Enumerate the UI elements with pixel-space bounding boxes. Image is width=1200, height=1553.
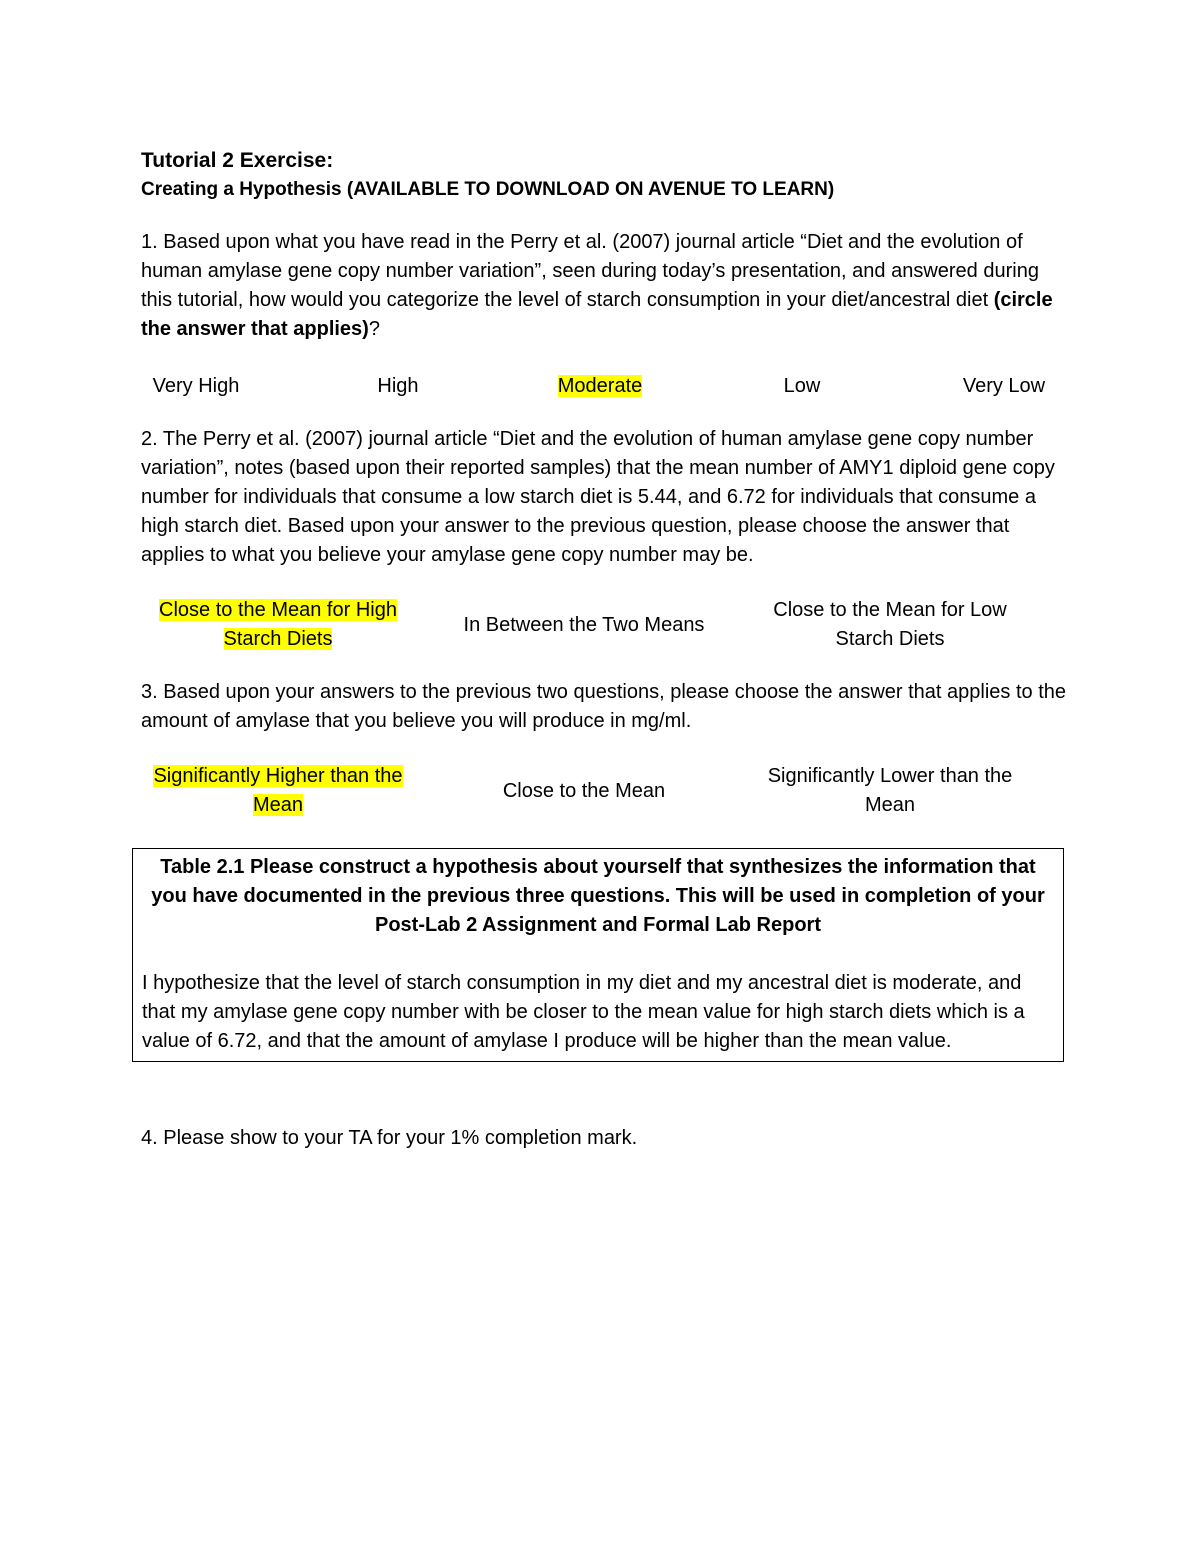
document-title: Tutorial 2 Exercise:	[141, 149, 334, 172]
option-close-to-mean[interactable]	[431, 777, 737, 806]
table-heading: Table 2.1 Please construct a hypothesis about yourself that synthesizes the information that you have documented in the previous three questions. This will be used in completion of your Post-Lab 2 Assignment and Formal Lab Report	[151, 856, 1045, 936]
option-close-to-mean-high[interactable]	[125, 596, 431, 654]
option-label-selected: Significantly Higher than the Mean	[153, 765, 403, 816]
hypothesis-answer[interactable]: I hypothesize that the level of starch consumption in my diet and my ancestral diet is moderate, and that my amylase gene copy number with be closer to the mean value for high starch diets which is a value of 6.72, and that the amount of amylase I produce will be higher than the mean value.	[142, 972, 1025, 1052]
question-2-options	[125, 596, 1043, 654]
option-very-high[interactable]	[95, 372, 297, 401]
option-label: Close to the Mean	[502, 779, 666, 802]
option-significantly-lower[interactable]	[737, 762, 1043, 820]
question-1-text: 1. Based upon what you have read in the Perry et al. (2007) journal article “Diet and the evolution of human amylase gene copy number variation”, seen during today’s presentation, and answered during this tutorial, how would you categorize the level of starch consumption in your diet/ancestral diet	[141, 231, 1039, 311]
option-close-to-mean-low[interactable]	[737, 596, 1043, 654]
document-content	[141, 146, 1071, 1153]
option-label: Very High	[152, 375, 240, 397]
option-significantly-higher[interactable]	[125, 762, 431, 820]
question-3-options	[125, 762, 1043, 820]
option-low[interactable]	[701, 372, 903, 401]
option-label-selected: Close to the Mean for High Starch Diets	[159, 599, 397, 650]
option-label: Very Low	[962, 375, 1046, 397]
question-2: 2. The Perry et al. (2007) journal article “Diet and the evolution of human amylase gene copy number variation”, notes (based upon their reported samples) that the mean number of AMY1 diploid gene copy number for individuals that consume a low starch diet is 5.44, and 6.72 for individuals that consume a high starch diet. Based upon your answer to the previous question, please choose the answer that applies to what you believe your amylase gene copy number may be.	[141, 428, 1055, 566]
option-label: In Between the Two Means	[463, 613, 705, 636]
document-subtitle: Creating a Hypothesis (AVAILABLE TO DOWNLOAD ON AVENUE TO LEARN)	[141, 179, 835, 200]
option-high[interactable]	[297, 372, 499, 401]
option-very-low[interactable]	[903, 372, 1105, 401]
question-1-options	[95, 372, 1105, 401]
option-label: Significantly Lower than the Mean	[767, 765, 1013, 816]
question-1-emphasis: (circle the answer that applies)	[141, 289, 1053, 340]
question-4: 4. Please show to your TA for your 1% completion mark.	[141, 1127, 638, 1149]
option-label-selected: Moderate	[557, 375, 643, 397]
question-1	[141, 228, 1071, 344]
option-in-between-means[interactable]	[431, 611, 737, 640]
question-3: 3. Based upon your answers to the previous two questions, please choose the answer that applies to the amount of amylase that you believe you will produce in mg/ml.	[141, 681, 1067, 732]
hypothesis-table	[132, 848, 1064, 1062]
option-label: Close to the Mean for Low Starch Diets	[773, 599, 1007, 650]
option-label: High	[377, 375, 419, 397]
option-label: Low	[783, 375, 821, 397]
option-moderate[interactable]	[499, 372, 701, 401]
question-1-end: ?	[368, 318, 380, 340]
